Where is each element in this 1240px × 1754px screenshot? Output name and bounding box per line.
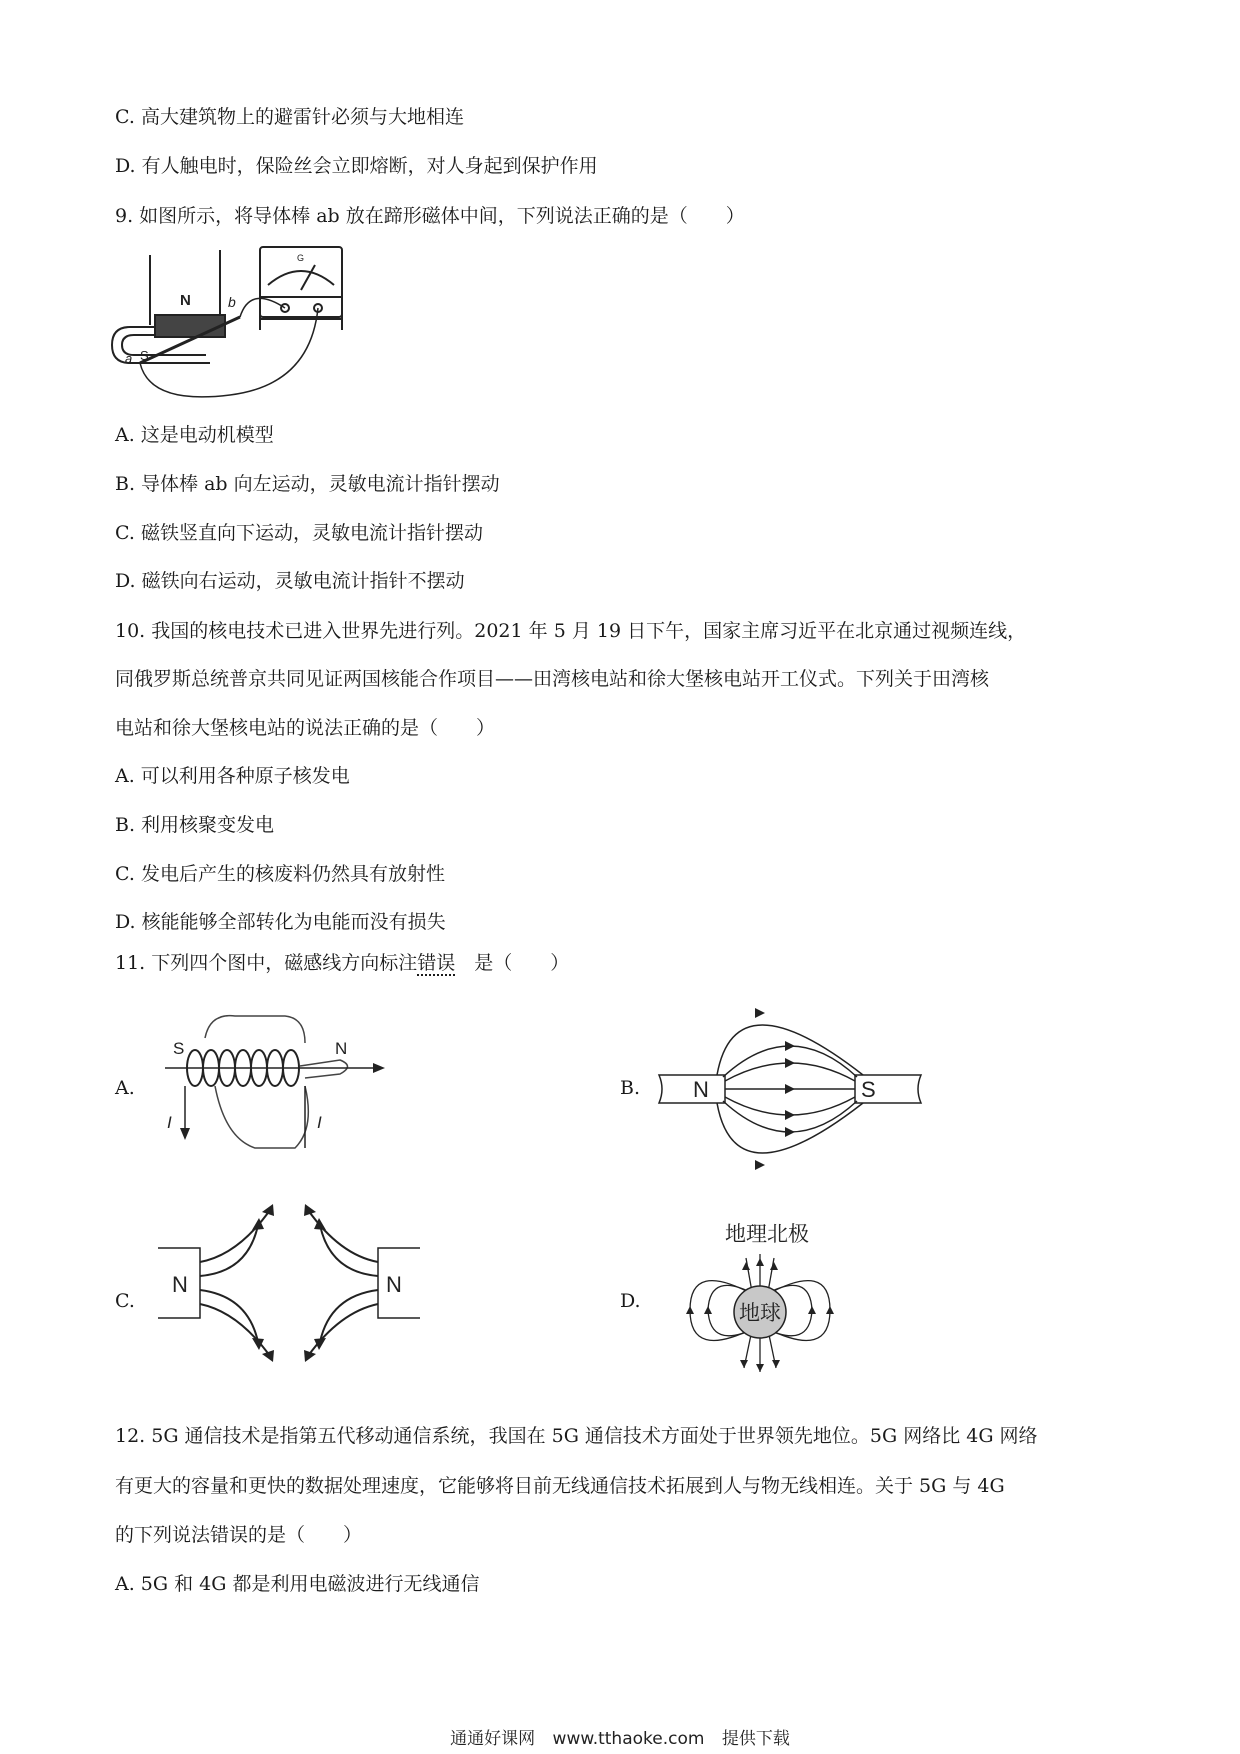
arrow-right-icon [755, 1008, 765, 1018]
q9-figure [110, 245, 350, 405]
arrow-down-icon [252, 1338, 264, 1350]
rod-end-a-label: a [125, 351, 133, 366]
arrow-right-icon [785, 1058, 795, 1068]
arrow-down-icon [180, 1128, 190, 1140]
arrow-right-icon [373, 1063, 385, 1073]
q11-figure-a [155, 1008, 395, 1168]
coil-n-label: N [335, 1039, 348, 1058]
arrow-up-icon [756, 1258, 764, 1266]
horseshoe-magnet [112, 250, 225, 363]
q12-option-a: A. 5G 和 4G 都是利用电磁波进行无线通信 [115, 1573, 480, 1595]
q10-option-b: B. 利用核聚变发电 [115, 814, 275, 836]
earth-label: 地球 [739, 1302, 781, 1325]
arrow-up-icon [704, 1306, 712, 1314]
arrow-up-icon [686, 1306, 694, 1314]
left-magnet-n: N [172, 1272, 188, 1297]
q11-emphasis: 错误 [417, 952, 456, 974]
q12-stem-line1: 12. 5G 通信技术是指第五代移动通信系统，我国在 5G 通信技术方面处于世界领先地位。5G 网络比 4G 网络 [115, 1425, 1038, 1447]
q8-option-c: C. 高大建筑物上的避雷针必须与大地相连 [115, 106, 464, 128]
q10-option-d: D. 核能能够全部转化为电能而没有损失 [115, 911, 446, 933]
arrow-down-icon [314, 1338, 326, 1350]
wire-b [240, 298, 285, 317]
field-arrows [252, 1204, 326, 1362]
field-lines-right [308, 1210, 378, 1356]
q12-stem-line3: 的下列说法错误的是（ ） [115, 1524, 363, 1546]
q11-label-c: C. [115, 1290, 135, 1312]
q11-stem-prefix: 11. 下列四个图中，磁感线方向标注 [115, 952, 418, 974]
arrow-down-icon [740, 1360, 748, 1368]
coil-s-label: S [173, 1039, 185, 1058]
q10-option-c: C. 发电后产生的核废料仍然具有放射性 [115, 863, 445, 885]
q9-option-c: C. 磁铁竖直向下运动，灵敏电流计指针摆动 [115, 522, 483, 544]
arrow-right-icon [785, 1084, 795, 1094]
q8-option-d: D. 有人触电时，保险丝会立即熔断，对人身起到保护作用 [115, 155, 598, 177]
footer-url: www.tthaoke.com [552, 1729, 705, 1749]
arrow-right-icon [785, 1127, 795, 1137]
arrow-up-icon [770, 1262, 778, 1270]
q11-stem [115, 950, 569, 976]
galvanometer-g-label: G [297, 253, 305, 263]
current-label-right: I [317, 1113, 322, 1132]
arrow-down-icon [756, 1364, 764, 1372]
arrow-up-icon [808, 1306, 816, 1314]
q10-stem-line2: 同俄罗斯总统普京共同见证两国核能合作项目——田湾核电站和徐大堡核电站开工仪式。下列关于田湾核 [115, 668, 990, 690]
arrow-up-icon [742, 1262, 750, 1270]
q10-stem-line1: 10. 我国的核电技术已进入世界先进行列。2021 年 5 月 19 日下午，国家主席习近平在北京通过视频连线， [115, 620, 1027, 642]
q9-option-a: A. 这是电动机模型 [115, 424, 274, 446]
footer-note: 提供下载 [721, 1729, 790, 1749]
field-lines-left [200, 1210, 270, 1356]
right-hand [205, 1016, 348, 1148]
geographic-north-label: 地理北极 [725, 1222, 809, 1246]
magnet-n-label: N [180, 292, 191, 309]
magnet-s-label: S [140, 348, 149, 363]
q9-option-d: D. 磁铁向右运动，灵敏电流计指针不摆动 [115, 570, 465, 592]
magnet-s-pole: S [861, 1077, 876, 1102]
q11-figure-b [655, 995, 925, 1185]
q9-option-b: B. 导体棒 ab 向左运动，灵敏电流计指针摆动 [115, 473, 500, 495]
arrow-right-icon [785, 1041, 795, 1051]
q10-stem-line3: 电站和徐大堡核电站的说法正确的是（ ） [115, 717, 496, 739]
q11-label-b: B. [620, 1077, 641, 1099]
q11-figure-d [680, 1250, 840, 1380]
q11-label-d: D. [620, 1290, 641, 1312]
arrow-down-icon [772, 1360, 780, 1368]
q11-figure-c [158, 1200, 420, 1370]
page-footer [0, 1724, 1240, 1749]
q12-stem-line2: 有更大的容量和更快的数据处理速度，它能够将目前无线通信技术拓展到人与物无线相连。关于 5G 与 4G [115, 1475, 1005, 1497]
footer-site-name: 通通好课网 [450, 1729, 536, 1749]
q9-stem: 9. 如图所示，将导体棒 ab 放在蹄形磁体中间，下列说法正确的是（ ） [115, 205, 745, 227]
current-label-left: I [167, 1113, 172, 1132]
arrow-up-icon [826, 1306, 834, 1314]
arrow-right-icon [785, 1110, 795, 1120]
q11-label-a: A. [115, 1077, 135, 1099]
q10-option-a: A. 可以利用各种原子核发电 [115, 765, 350, 787]
rod-end-b-label: b [228, 294, 236, 310]
right-magnet-n: N [386, 1272, 402, 1297]
magnet-n-pole: N [693, 1077, 709, 1102]
arrow-right-icon [755, 1160, 765, 1170]
q11-stem-suffix: 是（ ） [455, 952, 570, 974]
